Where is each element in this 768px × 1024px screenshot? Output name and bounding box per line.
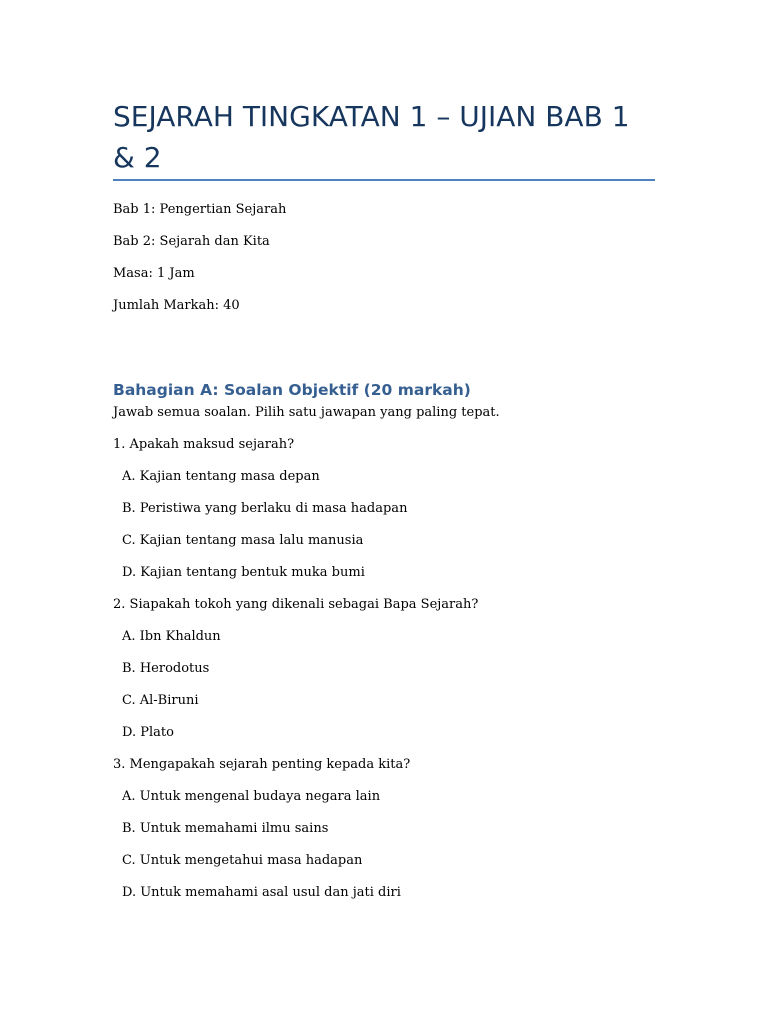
question-3-option-c: C. Untuk mengetahui masa hadapan bbox=[122, 853, 363, 868]
question-3-option-a: A. Untuk mengenal budaya negara lain bbox=[122, 789, 381, 804]
question-3-option-b: B. Untuk memahami ilmu sains bbox=[122, 821, 329, 836]
question-1: 1. Apakah maksud sejarah? bbox=[113, 437, 295, 452]
question-1-option-c: C. Kajian tentang masa lalu manusia bbox=[122, 533, 364, 548]
info-masa: Masa: 1 Jam bbox=[113, 266, 195, 281]
section-a-instruction: Jawab semua soalan. Pilih satu jawapan yang paling tepat. bbox=[113, 405, 500, 420]
question-3: 3. Mengapakah sejarah penting kepada kita? bbox=[113, 757, 411, 772]
info-jumlah-markah: Jumlah Markah: 40 bbox=[113, 298, 240, 313]
question-1-option-b: B. Peristiwa yang berlaku di masa hadapan bbox=[122, 501, 408, 516]
section-a-heading: Bahagian A: Soalan Objektif (20 markah) bbox=[113, 381, 471, 399]
question-2: 2. Siapakah tokoh yang dikenali sebagai Bapa Sejarah? bbox=[113, 597, 479, 612]
question-2-option-b: B. Herodotus bbox=[122, 661, 210, 676]
question-3-option-d: D. Untuk memahami asal usul dan jati diri bbox=[122, 885, 401, 900]
question-1-option-d: D. Kajian tentang bentuk muka bumi bbox=[122, 565, 365, 580]
info-bab-2: Bab 2: Sejarah dan Kita bbox=[113, 234, 270, 249]
question-2-option-a: A. Ibn Khaldun bbox=[122, 629, 221, 644]
question-2-option-d: D. Plato bbox=[122, 725, 174, 740]
question-1-option-a: A. Kajian tentang masa depan bbox=[122, 469, 320, 484]
info-bab-1: Bab 1: Pengertian Sejarah bbox=[113, 202, 287, 217]
document-title: SEJARAH TINGKATAN 1 – UJIAN BAB 1 & 2 bbox=[113, 100, 630, 174]
title-underline bbox=[113, 179, 655, 181]
question-2-option-c: C. Al-Biruni bbox=[122, 693, 199, 708]
